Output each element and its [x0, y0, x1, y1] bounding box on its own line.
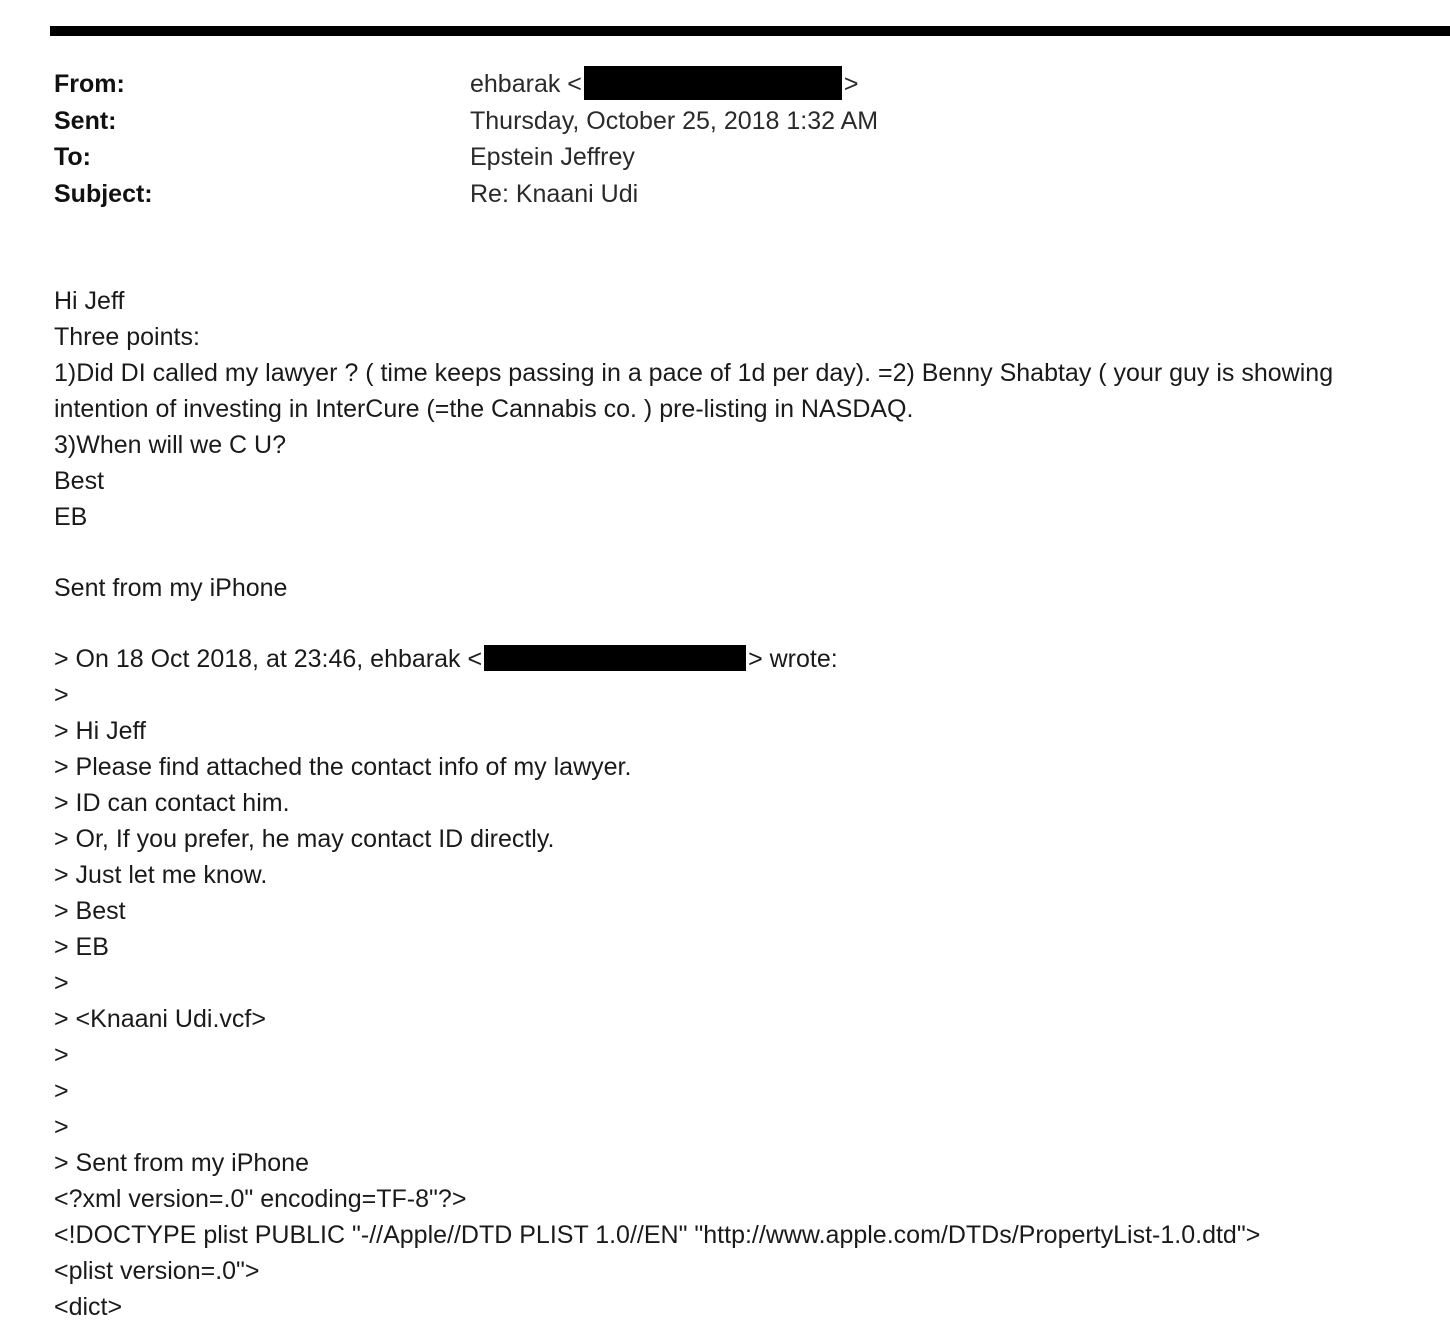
xml-line: <?xml version=.0" encoding=TF-8"?>: [54, 1185, 467, 1213]
quoted-line: > Best: [54, 897, 126, 925]
to-value: Epstein Jeffrey: [470, 143, 635, 171]
quoted-line: > Hi Jeff: [54, 717, 146, 745]
xml-line: <!DOCTYPE plist PUBLIC "-//Apple//DTD PLIST 1.0//EN" "http://www.apple.com/DTDs/PropertyList-1.0.dtd">: [54, 1221, 1261, 1249]
quoted-line: > Sent from my iPhone: [54, 1149, 309, 1177]
subject-label: Subject:: [54, 179, 153, 208]
quoted-line: > Please find attached the contact info of my lawyer.: [54, 753, 632, 781]
sent-from-line: Sent from my iPhone: [54, 574, 288, 602]
subject-row: [54, 176, 1434, 213]
xml-line: <dict>: [54, 1293, 123, 1321]
quoted-header: [54, 641, 1434, 677]
quoted-line: > ID can contact him.: [54, 789, 290, 817]
quoted-line: >: [54, 1041, 69, 1069]
quoted-line: > Just let me know.: [54, 861, 268, 889]
from-value: [470, 66, 859, 103]
redacted-email-block: [484, 645, 746, 671]
email-header: [54, 66, 1434, 212]
sent-label: Sent:: [54, 106, 117, 135]
quoted-line: >: [54, 969, 69, 997]
quoted-line: > Or, If you prefer, he may contact ID directly.: [54, 825, 555, 853]
xml-line: <plist version=.0">: [54, 1257, 260, 1285]
point-1-line-1: 1)Did DI called my lawyer ? ( time keeps passing in a pace of 1d per day). =2) Benny Shabtay ( your guy is showing: [54, 359, 1334, 387]
quoted-line: >: [54, 1077, 69, 1105]
quoted-header-suffix: > wrote:: [748, 645, 838, 673]
to-row: [54, 139, 1434, 176]
top-rule: [50, 26, 1450, 36]
greeting: Hi Jeff: [54, 287, 125, 315]
subject-value: Re: Knaani Udi: [470, 179, 639, 208]
signoff: Best: [54, 467, 105, 495]
redacted-email-block: [584, 66, 842, 100]
intro-line: Three points:: [54, 323, 200, 351]
spacer: [54, 535, 1434, 570]
point-1-line-2: intention of investing in InterCure (=the Cannabis co. ) pre-listing in NASDAQ.: [54, 395, 914, 423]
from-close: >: [843, 70, 859, 98]
to-label: To:: [54, 143, 92, 171]
email-body: [54, 283, 1434, 1325]
point-3: 3)When will we C U?: [54, 431, 287, 459]
from-label: From:: [54, 70, 125, 98]
quoted-line: >: [54, 681, 69, 709]
sent-row: [54, 103, 1434, 140]
spacer: [54, 606, 1434, 641]
from-row: [54, 66, 1434, 103]
quoted-attachment-line: > <Knaani Udi.vcf>: [54, 1005, 266, 1033]
from-name: ehbarak <: [470, 70, 582, 98]
sent-value: Thursday, October 25, 2018 1:32 AM: [470, 106, 879, 135]
quoted-line: > EB: [54, 933, 109, 961]
quoted-header-prefix: > On 18 Oct 2018, at 23:46, ehbarak <: [54, 645, 483, 673]
quoted-line: >: [54, 1113, 69, 1141]
signature: EB: [54, 503, 88, 531]
